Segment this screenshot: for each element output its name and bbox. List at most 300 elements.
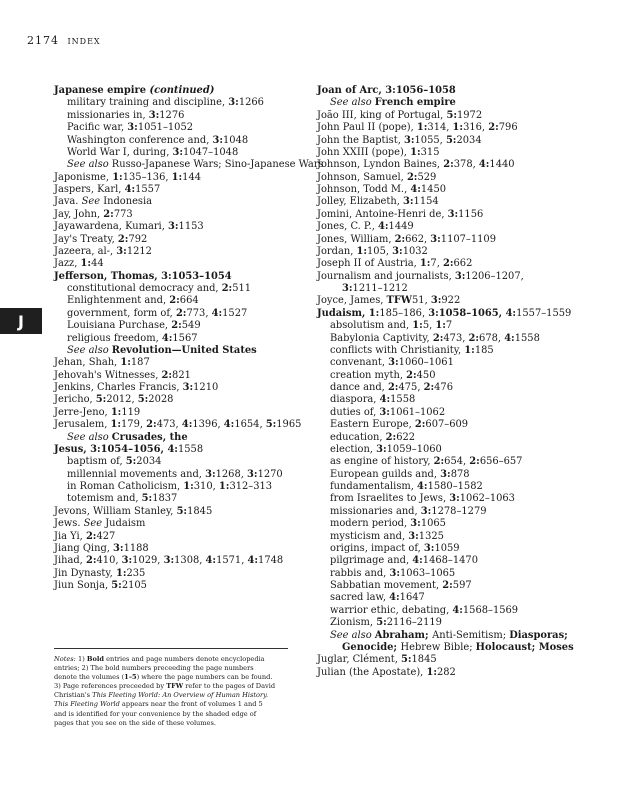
index-subentry xyxy=(317,568,579,580)
entry-text: Jenkins, Charles Francis, xyxy=(54,382,183,393)
entry-text: 922 xyxy=(441,295,461,307)
entry-text: 2012, xyxy=(106,394,138,406)
entry-text: Japanese empire xyxy=(54,85,150,96)
entry-text: Washington conference and, xyxy=(67,134,213,146)
entry-text: 119 xyxy=(121,406,141,418)
entry-text: 3: xyxy=(148,109,160,121)
entry-text: 1060–1061 xyxy=(398,357,454,369)
entry-text: 2: xyxy=(385,431,397,443)
index-entry xyxy=(317,122,579,134)
entry-text: 1: xyxy=(115,567,127,579)
index-subentry xyxy=(317,518,579,530)
entry-text: 1567 xyxy=(172,332,198,344)
entry-text: in Roman Catholicism, xyxy=(67,481,184,492)
entry-text: 1845 xyxy=(411,654,437,666)
entry-text: 187 xyxy=(130,357,150,369)
entry-text: 1211–1212 xyxy=(352,283,408,294)
entry-text: Jomini, Antoine-Henri de, xyxy=(317,208,448,220)
index-entry xyxy=(54,234,298,246)
entry-text: religious freedom, xyxy=(67,332,162,344)
entry-text: 662 xyxy=(453,258,473,270)
entry-text: 1: xyxy=(452,122,464,134)
entry-text: Java. xyxy=(54,196,82,208)
entry-text: Jehovah's Witnesses, xyxy=(54,369,162,381)
entry-text: 796 xyxy=(498,122,518,134)
index-subentry xyxy=(317,531,579,543)
index-entry xyxy=(317,654,579,666)
entry-text: 1558 xyxy=(514,332,540,344)
entry-text: 1051–1052 xyxy=(137,122,194,134)
entry-text: 3: xyxy=(379,406,390,418)
entry-text: 1580–1582 xyxy=(427,481,483,492)
entry-text: Johnson, Lyndon Baines, xyxy=(317,159,444,171)
entry-text: 5: xyxy=(376,617,387,629)
entry-text: Russo-Japanese Wars; Sino-Japanese Wars xyxy=(111,159,324,171)
entry-text: 1: xyxy=(218,481,230,492)
entry-text: 1450 xyxy=(420,184,447,195)
entry-text: 529 xyxy=(417,171,437,183)
index-entry xyxy=(54,580,298,592)
index-subentry xyxy=(317,97,579,109)
entry-text: Sabbatian movement, xyxy=(330,580,443,591)
entry-text: modern period, xyxy=(330,518,411,530)
entry-text: Jay's Treaty, xyxy=(54,233,118,245)
entry-text: Diasporas; xyxy=(509,629,568,641)
entry-text: 7 xyxy=(445,320,453,332)
entry-text: 2: xyxy=(387,382,399,393)
entry-text: 1: xyxy=(356,245,368,257)
entry-text: 450 xyxy=(416,369,436,381)
entry-text: 1: xyxy=(419,258,431,270)
entry-text: This Fleeting World: An Overview of Human History. xyxy=(92,691,269,700)
entry-text: pages that you see on the side of these volumes. xyxy=(54,718,216,727)
index-entry xyxy=(317,258,579,270)
entry-text: 2: xyxy=(442,258,454,270)
entry-text: Christian's xyxy=(54,691,93,700)
entry-text: totemism and, xyxy=(67,493,142,505)
index-entry xyxy=(317,221,579,233)
index-subentry xyxy=(317,630,579,642)
entry-text: 1: xyxy=(426,666,437,678)
index-entry xyxy=(54,506,298,518)
entry-text: 3: xyxy=(389,567,400,579)
index-entry xyxy=(54,382,298,394)
entry-text: pilgrimage and, xyxy=(330,555,413,567)
entry-text: 1048 xyxy=(223,134,249,146)
entry-text: 2034 xyxy=(136,456,162,468)
entry-text: dance and, xyxy=(330,382,388,393)
entry-text: 2: xyxy=(423,382,435,393)
entry-text: 3: xyxy=(423,542,435,554)
entry-text: 475, xyxy=(398,382,424,393)
entry-text: See xyxy=(83,518,106,530)
entry-text: 1: xyxy=(416,122,428,134)
entry-text: European guilds and, xyxy=(330,468,441,480)
entry-text: 1647 xyxy=(399,592,425,604)
entry-text: ) where the page numbers can be found. xyxy=(136,673,273,682)
entry-text: 1: xyxy=(412,320,423,332)
entry-text: duties of, xyxy=(330,406,380,418)
entry-text: 1154 xyxy=(413,196,439,208)
entry-text: Japonisme, xyxy=(54,171,113,183)
entry-text: 4: xyxy=(417,481,428,492)
running-head: INDEX xyxy=(67,37,101,46)
entry-text: 1–5 xyxy=(124,673,137,682)
entry-text: 3: xyxy=(410,518,421,530)
entry-text: Abraham; xyxy=(374,629,433,641)
entry-text: 1153 xyxy=(178,221,204,233)
entry-text: 4: xyxy=(378,221,389,233)
entry-text: 1449 xyxy=(388,221,414,233)
index-subentry xyxy=(54,110,298,122)
entry-text: 3: xyxy=(447,208,459,220)
section-tab xyxy=(0,308,42,334)
entry-text: 3) Page references preceeded by xyxy=(54,682,167,691)
entry-text: 1: xyxy=(171,171,183,183)
index-entry xyxy=(54,543,298,555)
entry-text: 1032 xyxy=(402,245,428,257)
entry-text: baptism of, xyxy=(67,456,126,468)
index-entry xyxy=(317,295,579,307)
entry-text: rabbis and, xyxy=(330,567,390,579)
entry-text: 2: xyxy=(394,233,406,245)
entry-text: 597 xyxy=(452,580,472,591)
entry-text: 1557 xyxy=(135,184,161,195)
index-subentry xyxy=(54,135,298,147)
index-entry xyxy=(317,135,579,147)
entry-text: Jayawardena, Kumari, xyxy=(54,221,168,233)
entry-text: 4: xyxy=(205,555,217,567)
entry-text: 2: xyxy=(103,208,114,220)
index-column-right xyxy=(317,85,579,679)
index-subentry xyxy=(54,122,298,134)
entry-text: 315 xyxy=(420,146,440,158)
entry-text: 4: xyxy=(223,419,235,431)
index-subentry xyxy=(317,320,579,332)
entry-text: 1063–1065 xyxy=(400,567,456,579)
entry-text: Jerusalem, xyxy=(54,419,111,431)
entry-text: origins, impact of, xyxy=(330,542,424,554)
index-entry xyxy=(54,85,298,97)
index-subentry xyxy=(317,382,579,394)
entry-text: education, xyxy=(330,431,386,443)
entry-text: 654, xyxy=(444,456,470,468)
entry-text: 1: xyxy=(183,481,194,492)
index-entry xyxy=(54,394,298,406)
entry-text: Crusades, the xyxy=(111,431,188,443)
entry-text: 5: xyxy=(111,580,122,591)
entry-text: 105, xyxy=(367,245,393,257)
entry-text: 5: xyxy=(125,456,137,468)
entry-text: missionaries in, xyxy=(67,109,149,121)
entry-text: 4: xyxy=(247,555,259,567)
entry-text: See also xyxy=(67,159,112,171)
index-subentry xyxy=(54,432,298,444)
entry-text: Jevons, William Stanley, xyxy=(54,505,177,517)
entry-text: 2: xyxy=(146,419,157,431)
entry-text: 473, xyxy=(443,332,469,344)
entry-text: 3: xyxy=(376,443,387,455)
entry-text: See xyxy=(81,196,104,208)
entry-text: 2: xyxy=(433,456,445,468)
entry-text: 1055, xyxy=(414,134,446,146)
entry-text: John Paul II (pope), xyxy=(317,122,417,134)
index-subentry xyxy=(317,543,579,555)
entry-text: World War I, during, xyxy=(67,146,173,158)
entry-text: 2: xyxy=(406,171,418,183)
entry-text: sacred law, xyxy=(330,592,390,604)
entry-text: 1: xyxy=(120,357,131,369)
entry-text: 1: xyxy=(110,406,122,418)
index-entry xyxy=(317,172,579,184)
entry-text: Jericho, xyxy=(54,394,96,406)
index-subentry xyxy=(317,617,579,629)
entry-text: 4: xyxy=(124,184,136,195)
entry-text: Eastern Europe, xyxy=(330,419,415,431)
entry-text: 427 xyxy=(96,530,116,542)
entry-text: entries and page numbers denote encyclopedia xyxy=(103,655,265,663)
entry-text: 2: xyxy=(443,159,454,171)
entry-text: refer to the pages of David xyxy=(183,682,276,691)
index-entry xyxy=(54,246,298,258)
index-subentry xyxy=(317,444,579,456)
index-entry xyxy=(54,357,298,369)
entry-text: Enlightenment and, xyxy=(67,295,170,307)
entry-text: 3: xyxy=(408,530,419,542)
entry-text: warrior ethic, debating, xyxy=(330,604,453,616)
entry-text: 2: xyxy=(468,332,480,344)
index-entry xyxy=(54,370,298,382)
entry-text: 1558 xyxy=(177,443,204,455)
entry-text: 1: xyxy=(410,146,421,158)
index-entry xyxy=(54,518,298,530)
entry-text: Jefferson, Thomas, 3:1053–1054 xyxy=(54,270,232,282)
entry-text: 549 xyxy=(181,320,201,332)
entry-text: 1308, xyxy=(174,555,206,567)
entry-text: TFW xyxy=(386,295,412,307)
entry-text: Judaism xyxy=(105,518,146,530)
entry-text: (continued) xyxy=(149,85,215,96)
entry-text: French empire xyxy=(374,97,456,109)
entry-text: Jihad, xyxy=(54,555,86,567)
entry-text: 3: xyxy=(182,382,194,393)
notes-line xyxy=(54,682,288,691)
entry-text: 2: xyxy=(85,530,97,542)
entry-text: Babylonia Captivity, xyxy=(330,332,433,344)
entry-text: 1: xyxy=(112,171,123,183)
entry-text: and is identified for your convenience by the shaded edge of xyxy=(54,709,257,718)
entry-text: 4: xyxy=(181,419,193,431)
index-entry xyxy=(54,172,298,184)
entry-text: Jin Dynasty, xyxy=(54,567,116,579)
entry-text: as engine of history, xyxy=(330,456,434,468)
entry-text: Joan of Arc, 3:1056–1058 xyxy=(317,85,456,96)
entry-text: 1065 xyxy=(420,518,446,530)
index-subentry xyxy=(317,333,579,345)
entry-text: 235 xyxy=(126,567,146,579)
index-subentry xyxy=(54,97,298,109)
entry-text: 1: xyxy=(80,258,92,270)
entry-text: 4: xyxy=(379,394,391,406)
index-subentry xyxy=(317,370,579,382)
entry-text: 3: xyxy=(403,196,414,208)
index-subentry xyxy=(54,295,298,307)
entry-text: 1972 xyxy=(456,109,483,121)
notes-line xyxy=(54,700,288,709)
entry-text: millennial movements and, xyxy=(67,468,206,480)
entry-text: 1568–1569 xyxy=(462,604,519,616)
entry-text: 473, xyxy=(156,419,182,431)
index-entry xyxy=(317,159,579,171)
entry-text: 4: xyxy=(389,592,400,604)
entry-text: 3: xyxy=(212,134,224,146)
entry-text: Jolley, Elizabeth, xyxy=(317,196,403,208)
index-entry xyxy=(54,258,298,270)
entry-text: Joseph II of Austria, xyxy=(317,258,420,270)
entry-text: Judaism, xyxy=(317,307,369,319)
entry-text: 4: xyxy=(452,604,463,616)
entry-text: 1276 xyxy=(159,109,185,121)
entry-text: mysticism and, xyxy=(330,530,409,542)
index-entry xyxy=(317,184,579,196)
index-subentry xyxy=(54,493,298,505)
index-entry xyxy=(54,419,302,431)
entry-text: Jordan, xyxy=(317,245,357,257)
page-header xyxy=(27,34,101,47)
entry-text: 2: xyxy=(221,283,233,294)
entry-text: 179, xyxy=(121,419,147,431)
entry-text: 1047–1048 xyxy=(183,146,239,158)
entry-text: 4: xyxy=(211,307,223,319)
entry-text: 1206–1207, xyxy=(465,270,524,282)
entry-text: 1062–1063 xyxy=(459,493,515,505)
entry-text: Jia Yi, xyxy=(54,530,86,542)
index-subentry xyxy=(54,456,298,468)
entry-text: 4: xyxy=(478,159,490,171)
entry-text: See also xyxy=(67,344,112,356)
index-subentry xyxy=(317,506,579,518)
entry-text: 2: xyxy=(169,295,180,307)
entry-text: 1845 xyxy=(187,505,213,517)
entry-text: 4: xyxy=(161,332,173,344)
entry-text: 1266 xyxy=(238,97,264,109)
index-entry xyxy=(54,271,298,283)
entry-text: 1325 xyxy=(418,530,444,542)
index-entry xyxy=(54,209,298,221)
entry-text: Jones, C. P., xyxy=(317,221,378,233)
index-subentry xyxy=(54,320,298,332)
entry-text: 678, xyxy=(479,332,505,344)
entry-text: 2105 xyxy=(121,580,147,591)
entry-text: 1527 xyxy=(222,307,248,319)
entry-text: 410, xyxy=(96,555,122,567)
index-subentry xyxy=(317,345,579,357)
entry-text: 1654, xyxy=(234,419,266,431)
notes-line xyxy=(54,710,288,719)
entry-text: 3: xyxy=(430,233,441,245)
index-entry xyxy=(54,555,298,567)
index-subentry xyxy=(317,592,579,604)
entry-text: 282 xyxy=(436,666,456,678)
entry-text: 1965 xyxy=(276,419,302,431)
entry-text: 1210 xyxy=(193,382,219,393)
entry-text: See also xyxy=(330,97,375,109)
index-entry xyxy=(317,209,579,221)
entry-text: 2: xyxy=(488,122,499,134)
entry-text: 4: xyxy=(505,307,517,319)
entry-text: election, xyxy=(330,443,377,455)
entry-text: 1061–1062 xyxy=(389,406,446,418)
index-subentry xyxy=(317,469,579,481)
entry-text: 2: xyxy=(406,369,417,381)
entry-text: 1440 xyxy=(489,159,515,171)
entry-text: 3: xyxy=(168,221,179,233)
index-subentry xyxy=(317,580,579,592)
entry-text: 1059 xyxy=(434,542,460,554)
entry-text: Juglar, Clément, xyxy=(317,654,401,666)
entry-text: Genocide; xyxy=(342,641,401,653)
entry-text: Anti-Semitism; xyxy=(432,629,510,641)
entry-text: 1: xyxy=(464,344,475,356)
entry-text: 5: xyxy=(137,394,149,406)
entry-text: 2: xyxy=(117,233,129,245)
entry-text: 622 xyxy=(396,431,416,443)
entry-text: 656–657 xyxy=(479,456,523,468)
index-subentry xyxy=(317,481,579,493)
entry-text: 4: xyxy=(412,555,423,567)
index-subentry xyxy=(317,493,579,505)
index-column-left xyxy=(54,85,324,592)
entry-text: Holocaust; Moses xyxy=(475,641,574,653)
entry-text: Bold xyxy=(86,655,104,663)
entry-text: 607–609 xyxy=(425,419,469,431)
entry-text: 2: xyxy=(85,555,97,567)
entry-text: 3: xyxy=(430,295,442,307)
entry-text: creation myth, xyxy=(330,369,407,381)
entry-text: 773 xyxy=(113,208,133,220)
index-entry xyxy=(317,85,579,97)
entry-text: 2: xyxy=(442,580,453,591)
notes-box xyxy=(54,648,288,728)
index-subentry xyxy=(317,357,579,369)
entry-text: 1837 xyxy=(152,493,178,505)
entry-text: 3: xyxy=(113,542,124,554)
entry-text: conflicts with Christianity, xyxy=(330,344,465,356)
entry-text: 773, xyxy=(186,307,212,319)
entry-text: 2: xyxy=(432,332,444,344)
entry-text: Jehan, Shah, xyxy=(54,357,121,369)
entry-text: 3: xyxy=(228,97,239,109)
entry-text: Jaspers, Karl, xyxy=(54,184,125,195)
entry-text: 1: xyxy=(110,419,122,431)
entry-text: 1270 xyxy=(257,468,283,480)
entry-text: 1278–1279 xyxy=(431,505,487,517)
entry-text: 3: xyxy=(205,468,216,480)
entry-text: 662, xyxy=(405,233,431,245)
entry-text: 664 xyxy=(179,295,199,307)
entry-text: 51, xyxy=(412,295,431,307)
entry-text: Jazeera, al-, xyxy=(54,245,117,257)
entry-text: Indonesia xyxy=(103,196,153,208)
entry-text: missionaries and, xyxy=(330,505,421,517)
entry-text: 3: xyxy=(121,555,133,567)
entry-text: 2: xyxy=(161,369,173,381)
entry-text: 3: xyxy=(392,245,403,257)
entry-text: See also xyxy=(330,629,375,641)
entry-text: appears near the front of volumes 1 and 5 xyxy=(119,700,263,709)
entry-text: 3: xyxy=(420,505,432,517)
entry-text: Joyce, James, xyxy=(317,295,387,307)
